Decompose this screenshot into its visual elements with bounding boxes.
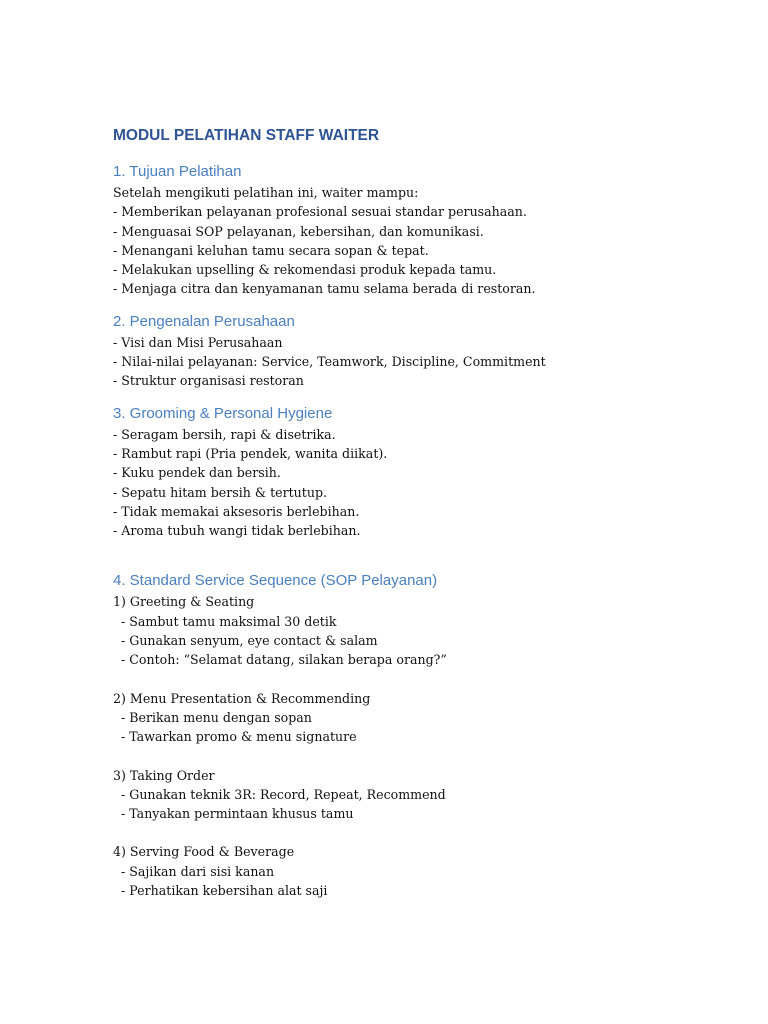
section-grooming-hygiene — [113, 403, 713, 541]
list-item: - Gunakan teknik 3R: Record, Repeat, Recommend — [121, 786, 446, 802]
list-item: - Tidak memakai aksesoris berlebihan. — [113, 503, 360, 519]
list-item: - Sajikan dari sisi kanan — [121, 863, 275, 879]
document-title: MODUL PELATIHAN STAFF WAITER — [113, 127, 380, 144]
list-item: - Menguasai SOP pelayanan, kebersihan, dan komunikasi. — [113, 223, 484, 239]
section-heading: 4. Standard Service Sequence (SOP Pelayanan) — [113, 572, 438, 590]
list-item: - Tanyakan permintaan khusus tamu — [121, 806, 354, 822]
section-heading: 3. Grooming & Personal Hygiene — [113, 404, 333, 422]
paragraph-line: Setelah mengikuti pelatihan ini, waiter mampu: — [113, 185, 419, 200]
step-title: 1) Greeting & Seating — [113, 594, 255, 610]
service-step — [113, 592, 713, 669]
list-item: - Contoh: “Selamat datang, silakan berapa orang?” — [121, 652, 447, 668]
service-step — [113, 842, 713, 900]
list-item: - Gunakan senyum, eye contact & salam — [121, 633, 378, 649]
list-item: - Menjaga citra dan kenyamanan tamu selama berada di restoran. — [113, 281, 536, 297]
list-item: - Aroma tubuh wangi tidak berlebihan. — [113, 523, 361, 539]
list-item: - Sepatu hitam bersih & tertutup. — [113, 484, 328, 500]
section-heading: 2. Pengenalan Perusahaan — [113, 312, 295, 330]
document-page — [113, 125, 713, 900]
list-item: - Nilai-nilai pelayanan: Service, Teamwork, Discipline, Commitment — [113, 354, 546, 370]
service-step — [113, 689, 713, 747]
list-item: - Menangani keluhan tamu secara sopan & tepat. — [113, 242, 429, 258]
section-service-sequence — [113, 570, 713, 900]
section-pengenalan-perusahaan — [113, 311, 713, 391]
list-item: - Kuku pendek dan bersih. — [113, 465, 281, 481]
service-step — [113, 766, 713, 824]
list-item: - Melakukan upselling & rekomendasi produk kepada tamu. — [113, 262, 497, 278]
list-item: - Berikan menu dengan sopan — [121, 709, 312, 725]
step-title: 4) Serving Food & Beverage — [113, 844, 295, 860]
section-tujuan-pelatihan — [113, 161, 713, 299]
list-item: - Visi dan Misi Perusahaan — [113, 334, 283, 350]
step-title: 3) Taking Order — [113, 767, 215, 783]
list-item: - Seragam bersih, rapi & disetrika. — [113, 426, 336, 442]
list-item: - Struktur organisasi restoran — [113, 373, 304, 389]
list-item: - Rambut rapi (Pria pendek, wanita diikat). — [113, 445, 388, 461]
list-item: - Perhatikan kebersihan alat saji — [121, 883, 328, 899]
list-item: - Sambut tamu maksimal 30 detik — [121, 613, 337, 629]
section-heading: 1. Tujuan Pelatihan — [113, 163, 242, 180]
list-item: - Memberikan pelayanan profesional sesuai standar perusahaan. — [113, 204, 527, 220]
list-item: - Tawarkan promo & menu signature — [121, 729, 357, 745]
step-title: 2) Menu Presentation & Recommending — [113, 690, 371, 706]
